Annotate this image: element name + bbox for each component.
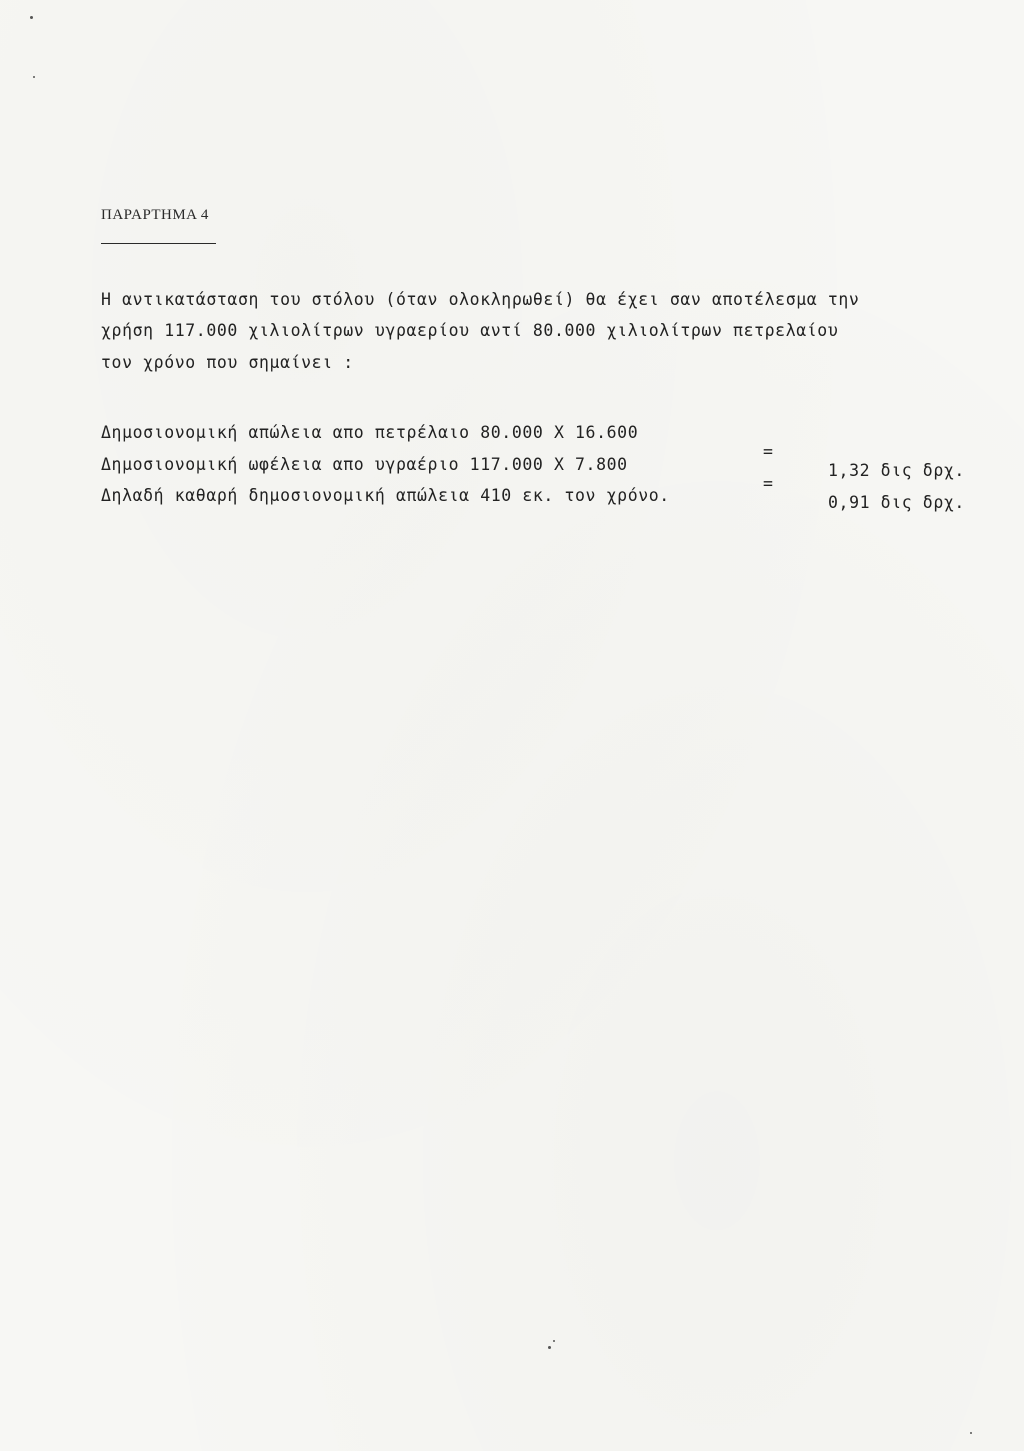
equals-sign: =	[763, 442, 774, 461]
equals-sign: =	[763, 474, 774, 493]
appendix-heading: ΠΑΡΑΡΤΗΜΑ 4	[101, 207, 209, 223]
calculation-result: 0,91 δις δρχ.	[828, 493, 965, 512]
calculation-result: 1,32 δις δρχ.	[828, 461, 965, 480]
calculation-expression: Δημοσιονομική ωφέλεια απο υγραέριο 117.000 Χ 7.800	[101, 455, 628, 474]
scan-speck	[33, 76, 35, 78]
scan-speck	[970, 1432, 972, 1434]
scan-speck	[548, 1346, 551, 1349]
paragraph-line-2: χρήση 117.000 χιλιολίτρων υγραερίου αντί 80.000 χιλιολίτρων πετρελαίου	[101, 321, 839, 340]
scan-speck	[30, 16, 33, 19]
calculation-expression: Δημοσιονομική απώλεια απο πετρέλαιο 80.000 Χ 16.600	[101, 423, 639, 442]
paragraph-line-3: τον χρόνο που σημαίνει :	[101, 353, 354, 372]
scan-speck	[553, 1340, 555, 1342]
summary-line: Δηλαδή καθαρή δημοσιονομική απώλεια 410 εκ. τον χρόνο.	[101, 486, 670, 505]
heading-underline	[101, 243, 216, 244]
paragraph-line-1: Η αντικατάσταση του στόλου (όταν ολοκληρωθεί) θα έχει σαν αποτέλεσμα την	[101, 290, 860, 309]
